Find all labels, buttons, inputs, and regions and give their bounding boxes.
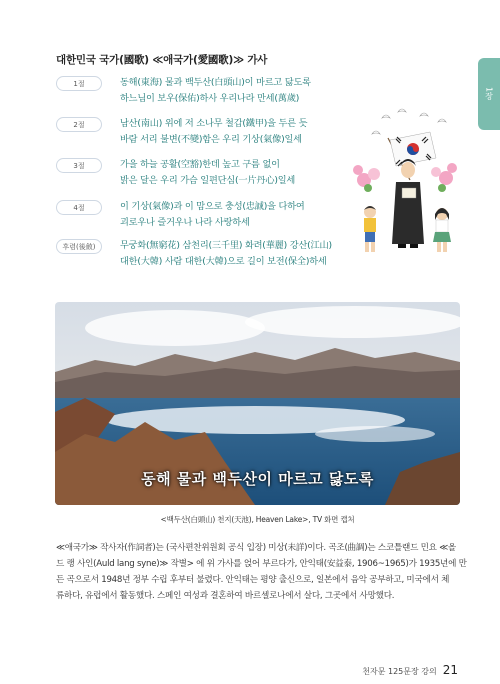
body-line: 드 랭 사인(Auld lang syne)≫ 작별> 에 위 가사를 얹어 부르다가, 안익태(安益泰, 1906~1965)가 1935년에 만 [56,559,467,569]
anthem-illustration [350,108,460,268]
verse-label: 4절 [56,200,102,215]
verse-label: 후렴(後斂) [56,239,102,254]
boy-figure-icon [364,206,376,252]
verse-label: 2절 [56,117,102,132]
page-number: 21 [442,663,458,677]
body-line: 류하다, 유럽에서 활동했다. 스페인 여성과 결혼하여 바르셀로나에서 살다, 그곳에서 사망했다. [56,591,395,601]
verse-line: 하느님이 보우(保佑)하사 우리나라 만세(萬歲) [120,93,300,104]
man-figure-icon [392,159,424,248]
chapter-tab: 1장 [478,58,500,130]
verse-line: 밝은 달은 우리 가슴 일편단심(一片丹心)일세 [120,175,296,186]
body-line: 든 곡으로서 1948년 정부 수립 후부터 불렸다. 안익태는 평양 출신으로, 일본에서 음악 공부하고, 미국에서 체 [56,575,450,585]
girl-figure-icon [433,208,451,252]
page-heading: 대한민국 국가(國歌) ≪애국가(愛國歌)≫ 가사 [56,54,268,66]
verse-line: 무궁화(無窮花) 삼천리(三千里) 화려(華麗) 강산(江山) [120,240,332,251]
verse-label: 3절 [56,158,102,173]
verse-label: 1절 [56,76,102,91]
book-title: 천자문 125문장 강의 [362,667,437,676]
heaven-lake-photo [55,302,460,505]
photo-caption: <백두산(白頭山) 천지(天池), Heaven Lake>, TV 화면 캡처 [160,515,355,524]
page-footer [362,663,458,677]
doves-icon [372,109,446,134]
verse-line: 괴로우나 즐거우나 나라 사랑하세 [120,217,250,228]
photo-overlay-caption: 동해 물과 백두산이 마르고 닳도록 [141,470,374,488]
verse-line: 남산(南山) 위에 저 소나무 철갑(鐵甲)을 두른 듯 [120,118,308,129]
body-paragraph [56,540,467,604]
verse-line: 동해(東海) 물과 백두산(白頭山)이 마르고 닳도록 [120,77,311,88]
verse-line: 가을 하늘 공활(空豁)한데 높고 구름 없이 [120,159,280,170]
verse-line: 대한(大韓) 사람 대한(大韓)으로 길이 보전(保全)하세 [120,256,327,267]
verse-line: 이 기상(氣像)과 이 맘으로 충성(忠誠)을 다하여 [120,201,305,212]
body-line: ≪애국가≫ 작사자(作詞者)는 (국사편찬위원회 공식 입장) 미상(未詳)이다. 곡조(曲調)는 스코틀랜드 민요 ≪올 [56,543,456,553]
verse-line: 바람 서리 불변(不變)함은 우리 기상(氣像)일세 [120,134,302,145]
